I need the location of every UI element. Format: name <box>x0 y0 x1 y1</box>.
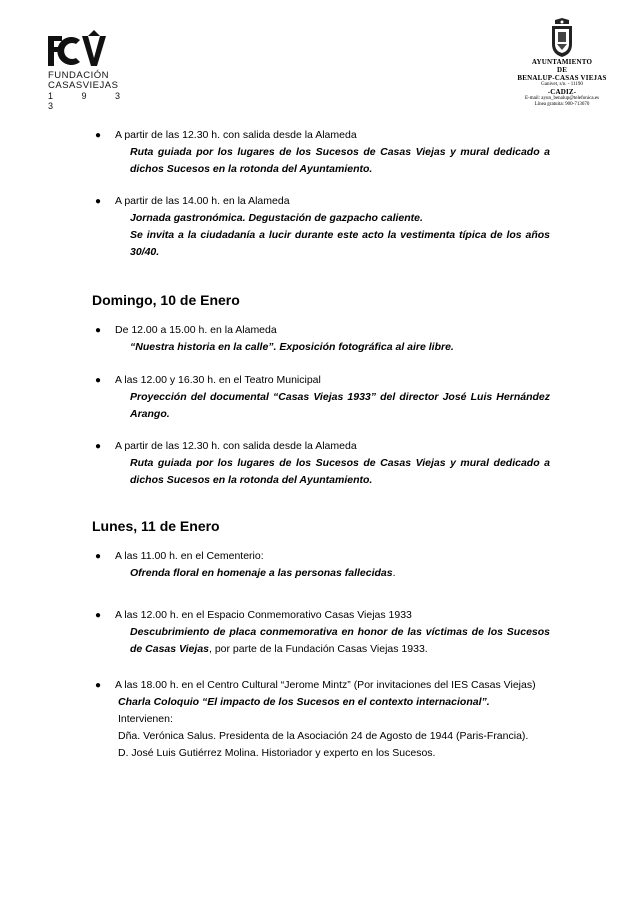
item-intro: A las 18.00 h. en el Centro Cultural “Jerome Mintz” (Por invitaciones del IES Casas Viejas) <box>115 679 536 691</box>
item-description: Proyección del documental “Casas Viejas 1933” del director José Luis Hernández Arango. <box>130 391 550 420</box>
item-line: Intervienen: <box>118 713 173 725</box>
item-intro: A partir de las 12.30 h. con salida desde la Alameda <box>115 129 357 141</box>
list-item <box>95 438 550 489</box>
item-description-text: Descubrimiento de placa conmemorativa en honor de las víctimas de los Sucesos de Casas Viejas <box>130 626 550 655</box>
item-description: “Nuestra historia en la calle”. Exposición fotográfica al aire libre. <box>130 341 454 353</box>
item-description <box>110 624 550 658</box>
item-description: Charla Coloquio “El impacto de los Sucesos en el contexto internacional”. <box>118 696 490 708</box>
day-heading-lunes: Lunes, 11 de Enero <box>92 518 220 534</box>
fundacion-logo <box>46 30 136 110</box>
list-item <box>95 322 550 356</box>
list-item <box>95 607 550 658</box>
bullet-icon: ● <box>95 610 102 621</box>
item-description-text: Ofrenda floral en homenaje a las personas fallecidas <box>130 567 393 579</box>
item-intro: A partir de las 12.30 h. con salida desde la Alameda <box>115 440 357 452</box>
item-description <box>110 565 550 582</box>
logo-year: 1 9 3 3 <box>48 91 134 111</box>
bullet-icon: ● <box>95 551 102 562</box>
day-heading-domingo: Domingo, 10 de Enero <box>92 292 240 308</box>
logo-line2: CASASVIEJAS <box>48 80 119 91</box>
ayto-line3: BENALUP-CASAS VIEJAS <box>517 74 607 82</box>
list-item <box>95 548 550 582</box>
fundacion-logo-text <box>48 71 136 111</box>
item-intro: A partir de las 14.00 h. en la Alameda <box>115 195 290 207</box>
ayto-line2: DE <box>556 66 568 74</box>
item-line: Dña. Verónica Salus. Presidenta de la Asociación 24 de Agosto de 1944 (Paris-Francia). <box>118 730 529 742</box>
item-intro: A las 11.00 h. en el Cementerio: <box>115 550 264 562</box>
bullet-icon: ● <box>95 680 102 691</box>
ayto-line4: Ganivet, s/n. - 11190 <box>541 82 583 87</box>
bullet-icon: ● <box>95 375 102 386</box>
ayto-line7: Línea gratuita: 900-713670 <box>534 102 590 107</box>
ayto-line6: E-mail: ayun_benalup@telefonica.es <box>524 96 600 101</box>
list-item <box>95 193 550 261</box>
item-description: Ruta guiada por los lugares de los Sucesos de Casas Viejas y mural dedicado a dichos Sucesos en la rotonda del Ayuntamiento. <box>130 146 550 175</box>
item-line: D. José Luis Gutiérrez Molina. Historiador y experto en los Sucesos. <box>118 747 436 759</box>
bullet-icon: ● <box>95 196 102 207</box>
item-description-end: . <box>392 567 396 579</box>
item-intro: A las 12.00 h. en el Espacio Conmemorativo Casas Viejas 1933 <box>115 609 412 621</box>
ayto-line5: -CADIZ- <box>547 88 577 96</box>
bullet-icon: ● <box>95 130 102 141</box>
item-description: Ruta guiada por los lugares de los Sucesos de Casas Viejas y mural dedicado a dichos Sucesos en la rotonda del Ayuntamiento. <box>130 457 550 486</box>
bullet-icon: ● <box>95 325 102 336</box>
item-intro: A las 12.00 y 16.30 h. en el Teatro Municipal <box>115 374 321 386</box>
fcv-logo-mark-icon <box>46 30 106 70</box>
ayuntamiento-logo <box>512 18 612 123</box>
ayto-line1: AYUNTAMIENTO <box>531 58 593 66</box>
item-description-2: Se invita a la ciudadanía a lucir durante este acto la vestimenta típica de los años 30/40. <box>130 229 550 258</box>
bullet-icon: ● <box>95 441 102 452</box>
list-item <box>95 127 550 178</box>
list-item <box>95 372 550 423</box>
item-description-tail: , por parte de la Fundación Casas Viejas 1933. <box>209 643 428 655</box>
item-intro: De 12.00 a 15.00 h. en la Alameda <box>115 324 277 336</box>
item-details <box>110 694 550 762</box>
list-item <box>95 677 550 762</box>
item-description: Jornada gastronómica. Degustación de gazpacho caliente. <box>130 212 423 224</box>
coat-of-arms-icon <box>549 18 575 58</box>
logo-line1: FUNDACIÓN <box>48 70 109 81</box>
